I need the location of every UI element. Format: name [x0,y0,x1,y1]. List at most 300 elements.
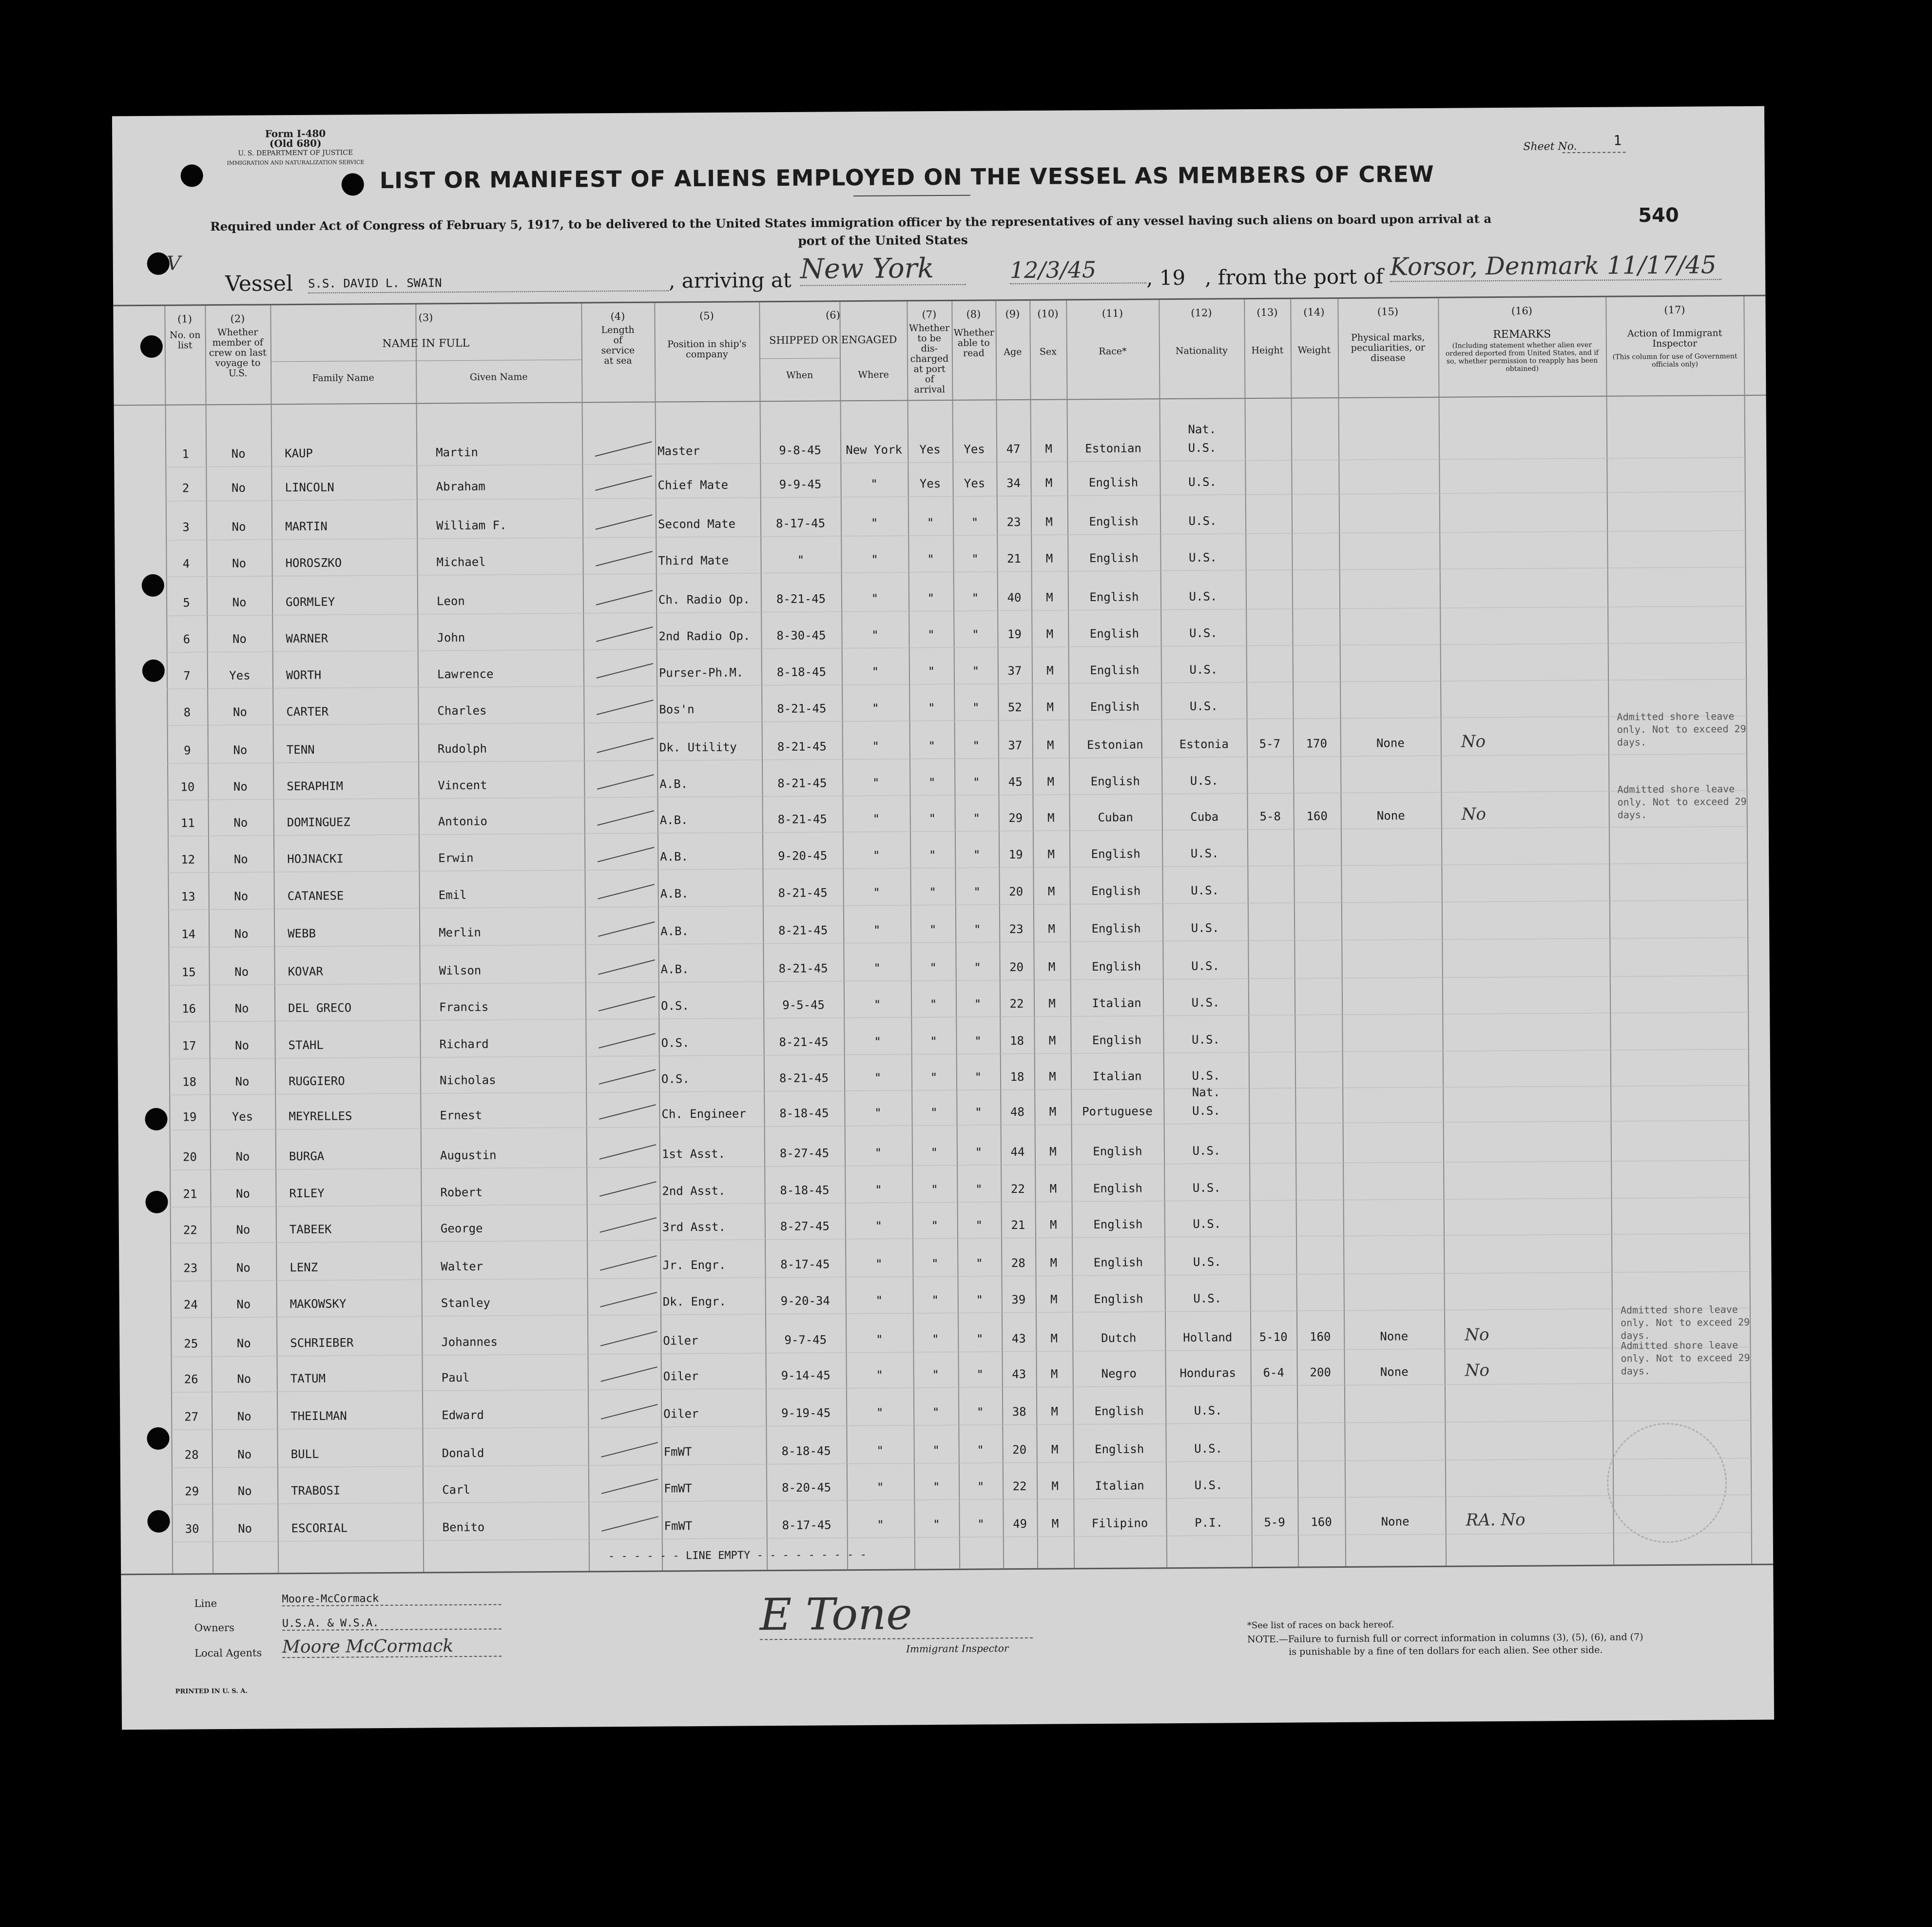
cell-race: English [1094,1404,1144,1419]
punch-hole [140,335,163,358]
cell-read: " [975,1105,982,1119]
cell-age: 40 [1007,591,1022,605]
cell-weight [1296,1254,1343,1255]
cell-marks: None [1380,1365,1409,1379]
cell-when: 9-20-45 [778,849,828,863]
cell-where: " [875,1219,883,1233]
cell-family: CATANESE [287,889,344,903]
cell-dis: Yes [919,477,941,491]
cell-age: 48 [1010,1105,1024,1119]
cell-no: 1 [182,447,189,461]
cell-nat: Honduras [1179,1366,1236,1381]
cell-sex: M [1049,1145,1057,1159]
cell-sex: M [1051,1479,1059,1493]
cell-read: " [973,811,981,825]
cell-nat: U.S. [1192,1032,1220,1047]
cell-where: " [873,961,881,975]
service-length-mark [600,1331,657,1346]
cell-age: 23 [1006,515,1021,529]
col-15-number: (15) [1377,306,1399,318]
cell-when: 9-9-45 [779,477,822,492]
cell-sex: M [1048,996,1056,1011]
cell-family: GORMLEY [285,595,335,609]
cell-no: 6 [183,632,191,646]
cell-dis: " [933,1518,940,1532]
cell-where: " [876,1368,884,1382]
stamp-number: 540 [1638,204,1679,227]
cell-position: A.B. [659,777,688,791]
cell-sex: M [1047,847,1055,861]
service-length-mark [599,1069,656,1085]
cell-marks [1344,1290,1444,1291]
cell-read: " [974,960,981,974]
service-length-mark [599,1217,657,1233]
cell-where: " [874,1071,882,1085]
cell-sex: M [1046,663,1054,678]
cell-nat: U.S. [1194,1441,1223,1456]
service-length-mark [600,1366,657,1382]
footnote-penalty-2: is punishable by a fine of ten dollars for each alien. See other side. [1289,1644,1603,1657]
service-length-mark [597,738,654,753]
service-length-mark [599,1144,657,1160]
cell-given: Wilson [439,963,482,978]
from-port-label: , from the port of [1204,264,1384,290]
service-length-mark [599,1033,656,1049]
cell-race: English [1092,1033,1142,1048]
cell-read: " [975,1182,983,1196]
cell-race: Italian [1095,1479,1144,1493]
cell-age: 29 [1008,811,1023,825]
col-6-where-label: Where [858,369,889,381]
cell-marks [1341,882,1442,883]
cell-race: Dutch [1101,1331,1137,1345]
cell-when: 9-19-45 [781,1406,831,1421]
cell-given: Richard [439,1037,489,1051]
cell-no: 26 [184,1372,198,1386]
col-13-label: Height [1251,345,1284,356]
col-16-sub: (Including statement whether alien ever ordered deported from United States, and if so, whether permission to reapply has been obtained) [1445,341,1599,373]
cell-no: 27 [184,1410,199,1424]
cell-race: Cuban [1098,810,1133,825]
cell-when: 8-17-45 [780,1257,830,1272]
cell-given: Walter [441,1259,483,1274]
cell-last: No [237,1372,251,1386]
cell-position: 1st Asst. [661,1147,726,1161]
cell-no: 28 [184,1448,199,1462]
cell-family: MARTIN [285,519,328,534]
cell-sex: M [1047,775,1055,789]
cell-position: Ch. Radio Op. [658,592,750,607]
cell-where: " [876,1480,884,1494]
cell-no: 5 [183,596,190,610]
cell-age: 19 [1007,627,1022,642]
cell-race: English [1093,1255,1143,1270]
cell-age: 43 [1011,1331,1026,1346]
cell-height [1248,883,1294,884]
cell-where: " [875,1257,883,1271]
service-length-mark [597,810,654,826]
cell-race: English [1093,1181,1143,1196]
cell-where: " [872,739,880,753]
cell-position: Oiler [663,1369,699,1383]
cell-last: No [237,1409,251,1423]
cell-age: 45 [1008,775,1023,789]
cell-given: William F. [436,518,507,533]
cell-height [1250,1291,1296,1292]
cell-sex: M [1046,700,1054,714]
cell-dis: " [927,628,935,642]
cell-race: Italian [1092,1069,1142,1084]
cell-when: 9-5-45 [782,998,825,1012]
cell-read: Yes [964,476,985,490]
cell-where: " [874,1146,882,1160]
cell-family: MEYRELLES [289,1109,352,1124]
cell-weight [1291,440,1338,441]
col-2-label: Whether member of crew on last voyage to U.S. [209,327,267,379]
cell-last: No [233,852,248,866]
col-6-number: (6) [825,309,840,321]
cell-dis: " [927,591,935,605]
cell-position: Oiler [663,1334,698,1348]
col-15-label: Physical marks, peculiarities, or disease [1351,331,1426,364]
cell-remarks: No [1461,732,1486,752]
cell-family: TABEEK [289,1222,332,1237]
cell-no: 24 [183,1298,198,1312]
footnote-races: *See list of races on back hereof. [1247,1619,1394,1631]
cell-dis: " [930,1146,938,1160]
cell-nat: U.S. [1193,1291,1222,1305]
cell-nat: U.S. [1193,1255,1221,1269]
cell-sex: M [1051,1442,1059,1457]
service-length-mark [596,514,653,530]
form-id-block [227,128,364,168]
cell-last: No [234,965,249,979]
cell-marks: None [1376,809,1405,823]
agents-label: Local Agents [194,1647,262,1659]
cell-read: Yes [964,442,985,456]
cell-no: 2 [182,481,190,495]
cell-position: A.B. [660,850,689,864]
cell-nat: U.S. [1189,550,1217,564]
cell-marks [1339,549,1439,550]
cell-age: 20 [1009,960,1024,974]
cell-when: 8-18-45 [779,1106,829,1121]
vessel-label: Vessel [225,271,293,296]
cell-where: " [877,1518,884,1532]
cell-given: Abraham [436,479,485,494]
cell-given: Lawrence [437,667,494,681]
cell-last: No [235,1187,250,1201]
col-12-number: (12) [1191,307,1212,319]
cell-sex: M [1045,551,1053,565]
cell-age: 18 [1010,1033,1024,1048]
cell-when: 9-14-45 [781,1368,831,1383]
col-11-number: (11) [1101,307,1123,319]
cell-race: English [1090,663,1140,678]
from-port: Korsor, Denmark 11/17/45 [1390,251,1721,282]
cell-age: 22 [1010,1182,1025,1196]
cell-nat: U.S. [1189,699,1218,713]
cell-where: " [875,1183,882,1197]
cell-age: 44 [1010,1145,1025,1159]
cell-last: No [232,520,246,534]
cell-no: 17 [182,1039,196,1053]
cell-read: " [976,1256,983,1270]
punch-hole [181,164,203,187]
cell-when: " [797,553,805,567]
cell-inspector-action: Admitted shore leave only. Not to exceed 29 days. [1617,710,1746,748]
cell-last: No [236,1223,251,1237]
cell-marks: None [1380,1329,1409,1343]
cell-read: " [972,739,980,753]
service-length-mark [596,590,653,605]
cell-read: " [972,664,980,678]
cell-given: Antonio [438,814,488,829]
cell-dis: " [931,1332,939,1346]
cell-when: 8-21-45 [777,740,827,754]
cell-family: TENN [286,742,315,757]
cell-last: Yes [229,668,251,682]
cell-nat: U.S. [1188,441,1217,455]
cell-where: " [872,848,880,862]
cell-last: No [233,816,248,830]
cell-when: 8-21-45 [777,776,827,791]
cell-when: 8-27-45 [779,1146,830,1161]
cell-family: CARTER [286,704,329,719]
cell-dis: " [927,552,934,566]
col-4-number: (4) [610,310,625,323]
cell-race: English [1088,475,1139,490]
col-5-label: Position in ship's company [667,338,747,360]
cell-nat: U.S. [1188,475,1217,489]
cell-no: 3 [182,520,190,534]
cell-race: English [1091,921,1141,936]
cell-nat: U.S. [1191,883,1219,897]
cell-no: 23 [183,1261,198,1275]
cell-read: " [974,1070,982,1084]
service-length-mark [601,1442,658,1458]
col-9-number: (9) [1005,308,1020,320]
cell-remarks: RA. No [1466,1510,1526,1530]
cell-position: O.S. [661,999,689,1013]
cell-where: " [872,812,880,826]
cell-age: 49 [1013,1517,1027,1531]
col-7-number: (7) [922,309,937,321]
cell-dis: " [931,1293,939,1307]
col-6-label: SHIPPED OR ENGAGED [769,333,897,347]
cell-nat: U.S. [1192,1181,1221,1195]
cell-position: A.B. [660,962,689,976]
cell-family: MAKOWSKY [290,1297,347,1311]
cell-no: 14 [181,927,196,941]
col-14-label: Weight [1297,345,1331,356]
cell-when: 8-20-45 [781,1480,831,1495]
cell-where: " [874,1106,882,1120]
year-label: , 19 [1146,265,1186,290]
cell-sex: M [1045,442,1052,456]
cell-position: Bos'n [659,702,695,717]
cell-family: BURGA [289,1149,325,1164]
cell-family: TATUM [290,1371,326,1386]
col-17-label: Action of Immigrant Inspector [1627,328,1722,350]
service-length-mark [595,441,652,457]
cell-nat: Cuba [1190,810,1219,824]
cell-where: " [873,885,880,899]
cell-no: 8 [183,705,191,720]
cell-read: " [971,515,979,529]
footnote-penalty-1: NOTE.—Failure to furnish full or correct information in columns (3), (5), (6), and (7) [1247,1632,1643,1645]
cell-weight [1292,625,1339,626]
cell-weight [1292,513,1339,514]
cell-read: " [972,775,980,789]
col-9-label: Age [1004,346,1022,358]
col-2-number: (2) [230,312,245,325]
cell-when: 8-18-45 [776,665,827,680]
cell-height [1248,1032,1294,1033]
cell-dis: " [927,516,934,530]
col-17-number: (17) [1664,304,1685,316]
cell-given: Rudolph [437,741,487,756]
cell-dis: " [928,739,936,753]
cell-position: FmWT [664,1481,693,1496]
cell-given: Donald [442,1446,484,1460]
cell-read: " [972,701,980,715]
cell-read: " [975,1145,983,1159]
cell-family: ESCORIAL [291,1521,348,1536]
cell-family: WARNER [286,631,328,646]
service-length-mark [595,475,652,491]
cell-race: English [1091,884,1141,898]
line-empty-marker: - - - - - - LINE EMPTY - - - - - - - - - [608,1548,867,1563]
col-17-sub: (This column for use of Government officials only) [1612,352,1738,369]
cell-height [1247,846,1294,847]
cell-when: 8-18-45 [780,1183,830,1198]
cell-sex: M [1047,884,1055,898]
cell-position: O.S. [661,1036,690,1050]
cell-no: 9 [184,743,191,758]
col-6-when-label: When [786,370,813,381]
cell-where: " [870,516,878,530]
col-1-label: No. on list [169,330,201,351]
service-length-mark [600,1292,657,1307]
cell-last: No [231,447,246,461]
arriving-port: New York [800,253,966,286]
cell-no: 10 [180,780,195,794]
cell-age: 37 [1008,739,1023,753]
cell-family: HOROSZKO [285,556,342,570]
vessel-name: S.S. DAVID L. SWAIN [308,274,669,293]
cell-given: Benito [442,1520,485,1535]
col-3-family-label: Family Name [312,372,374,384]
manifest-sheet [112,106,1774,1730]
cell-position: Master [657,444,700,458]
cell-last: No [232,705,247,719]
inspector-label: Immigrant Inspector [906,1642,1009,1655]
cell-age: 20 [1012,1442,1027,1457]
cell-no: 11 [180,816,195,830]
cell-nat: Holland [1183,1330,1233,1345]
cell-read: " [975,1218,983,1232]
col-16-number: (16) [1511,305,1533,317]
cell-read: " [973,922,981,936]
cell-family: WEBB [288,926,316,941]
cell-age: 22 [1012,1479,1027,1494]
cell-read: " [971,591,979,605]
cell-read: " [977,1517,985,1531]
punch-hole [147,1510,170,1533]
cell-sex: M [1050,1331,1058,1345]
cell-family: THEILMAN [290,1409,347,1423]
cell-last: No [237,1484,252,1498]
cell-given: Merlin [439,925,481,940]
cell-last: No [232,481,246,495]
col-10-number: (10) [1037,308,1059,320]
cell-given: Emil [438,888,467,902]
cell-age: 28 [1011,1256,1025,1270]
cell-nat: U.S. [1189,589,1217,603]
col-14-number: (14) [1303,306,1325,318]
service-length-mark [596,626,653,642]
cell-age: 52 [1007,701,1022,715]
cell-sex: M [1045,476,1053,490]
cell-height [1246,699,1293,700]
cell-last: No [235,1149,250,1164]
service-length-mark [596,551,653,566]
cell-race: Filipino [1091,1516,1148,1531]
cell-race: Italian [1092,996,1141,1011]
cell-family: STAHL [288,1038,324,1052]
service-length-mark [599,996,656,1012]
cell-when: 8-21-45 [776,592,826,606]
cell-where: New York [846,443,903,457]
cell-nat: U.S. [1191,921,1219,935]
service-length-mark [598,959,655,975]
cell-sex: M [1051,1404,1058,1419]
cell-age: 18 [1010,1070,1024,1084]
cell-sex: M [1045,515,1053,529]
cell-no: 29 [185,1484,199,1499]
cell-when: 8-21-45 [779,1071,829,1086]
cell-last: No [237,1447,252,1461]
cell-weight [1294,958,1342,959]
cell-race: Negro [1101,1366,1137,1381]
cell-race: English [1094,1292,1143,1306]
col-10-label: Sex [1039,346,1057,357]
cell-last: No [233,743,248,757]
col-7-label: Whether to be dis-charged at port of arrival [908,322,950,395]
cell-nat: U.S. [1189,662,1218,677]
service-length-mark [601,1479,658,1494]
cell-marks [1342,994,1442,995]
cell-nat: U.S. [1194,1403,1222,1418]
cell-read: " [976,1332,984,1346]
cell-last: No [235,1074,250,1089]
cell-when: 9-20-34 [780,1294,830,1308]
col-8-number: (8) [966,308,981,320]
cell-nat: U.S. [1193,1217,1221,1231]
cell-given: John [437,630,465,645]
punch-hole [142,574,164,597]
cell-dis: " [928,701,935,715]
cell-race: English [1095,1442,1144,1457]
cell-where: " [872,776,880,790]
cell-age: 21 [1011,1218,1025,1232]
cell-no: 12 [181,853,195,867]
cell-height [1248,995,1294,996]
cell-last: No [232,632,247,646]
cell-family: KAUP [285,446,313,461]
cell-no: 13 [181,890,195,904]
